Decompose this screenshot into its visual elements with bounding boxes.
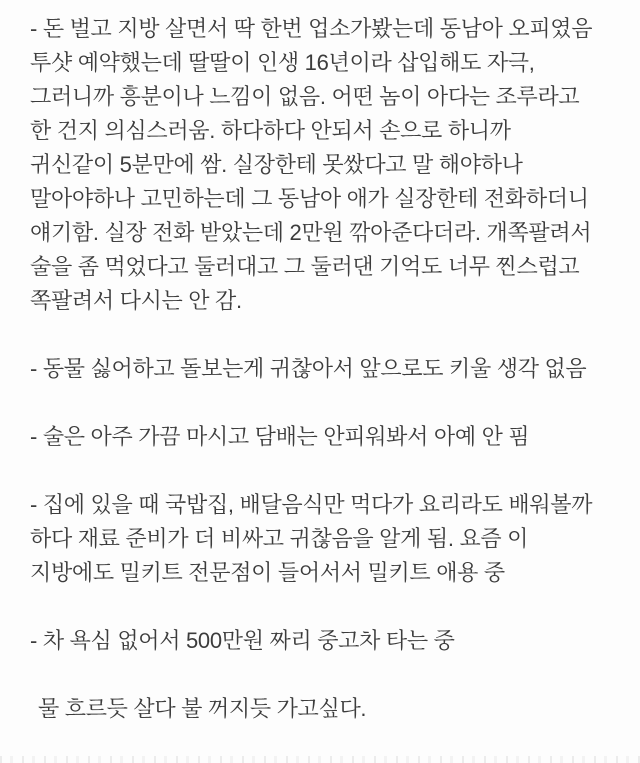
text-line: 술을 좀 먹었다고 둘러대고 그 둘러댄 기억도 너무 찐스럽고 <box>30 254 580 279</box>
cropped-content-remnant <box>0 756 640 763</box>
text-line: 쪽팔려서 다시는 안 감. <box>30 288 242 313</box>
paragraph-animals <box>30 352 616 386</box>
text-line: 물 흐르듯 살다 불 꺼지듯 가고싶다. <box>38 696 367 721</box>
paragraph-car <box>30 624 616 658</box>
text-line: - 술은 아주 가끔 마시고 담배는 안피워봐서 아예 안 핌 <box>30 424 530 449</box>
text-line: 귀신같이 5분만에 쌈. 실장한테 못쌌다고 말 해야하나 <box>30 152 523 177</box>
text-line: 그러니까 흥분이나 느낌이 없음. 어떤 놈이 아다는 조루라고 <box>30 84 580 109</box>
text-line: - 돈 벌고 지방 살면서 딱 한번 업소가봤는데 동남아 오피였음 <box>30 16 593 41</box>
text-line: 지방에도 밀키트 전문점이 들어서서 밀키트 애용 중 <box>30 560 505 585</box>
text-line: 한 건지 의심스러움. 하다하다 안되서 손으로 하니까 <box>30 118 511 143</box>
text-line: - 차 욕심 없어서 500만원 짜리 중고차 타는 중 <box>30 628 455 653</box>
paragraph-closing-remark <box>30 692 616 726</box>
text-line: 얘기함. 실장 전화 받았는데 2만원 깎아준다더라. 개쪽팔려서 <box>30 220 592 245</box>
paragraph-cooking-mealkit <box>30 488 616 590</box>
paragraph-shop-story <box>30 12 616 318</box>
text-line: - 동물 싫어하고 돌보는게 귀찮아서 앞으로도 키울 생각 없음 <box>30 356 587 381</box>
text-line: - 집에 있을 때 국밥집, 배달음식만 먹다가 요리라도 배워볼까 <box>30 492 593 517</box>
paragraph-drinking-smoking <box>30 420 616 454</box>
text-line: 하다 재료 준비가 더 비싸고 귀찮음을 알게 됨. 요즘 이 <box>30 526 529 551</box>
post-body-text <box>30 12 616 760</box>
text-line: 말아야하나 고민하는데 그 동남아 애가 실장한테 전화하더니 <box>30 186 589 211</box>
text-line: 투샷 예약했는데 딸딸이 인생 16년이라 삽입해도 자극, <box>30 50 535 75</box>
